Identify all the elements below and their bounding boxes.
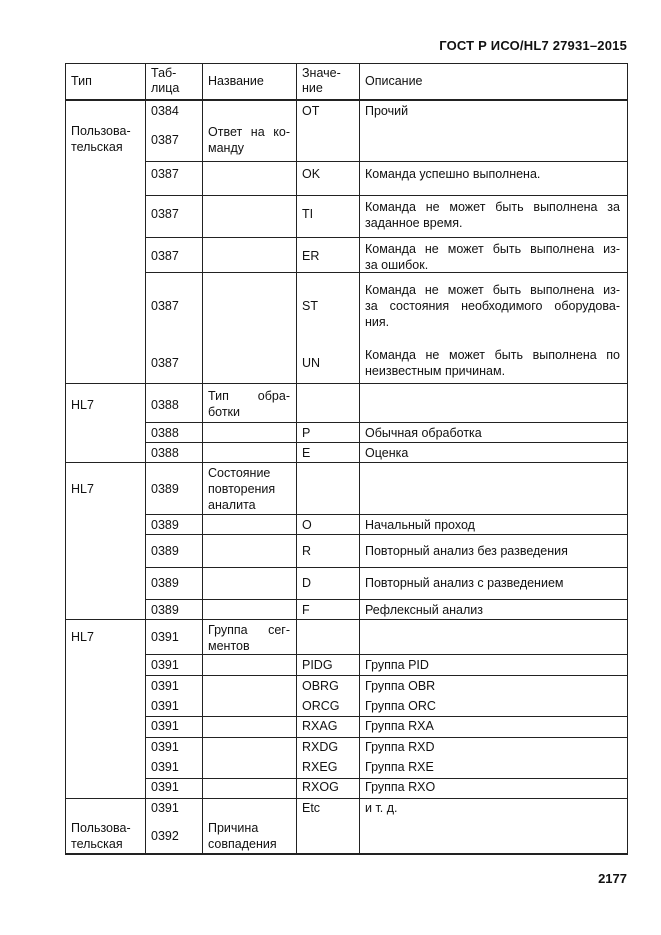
- column-header-table: Таб- лица: [151, 66, 180, 95]
- code-table: [65, 63, 628, 854]
- table-cell-description: Группа ORC: [365, 699, 436, 713]
- table-cell-table: 0389: [151, 603, 179, 617]
- table-cell-table: 0391: [151, 630, 179, 644]
- table-cell-value: E: [302, 446, 311, 460]
- table-cell-table: 0391: [151, 658, 179, 672]
- table-cell-table: 0389: [151, 518, 179, 532]
- table-cell-table: 0391: [151, 740, 179, 754]
- table-cell-type: HL7: [71, 482, 94, 496]
- table-cell-description: Команда не может быть выполнена за заданное время.: [365, 200, 620, 230]
- table-cell-value: RXEG: [302, 760, 338, 774]
- table-cell-table: 0391: [151, 679, 179, 693]
- table-cell-value: R: [302, 544, 312, 558]
- table-cell-value: OK: [302, 167, 321, 181]
- table-cell-name: Причина совпадения: [208, 821, 277, 851]
- column-header-description: Описание: [365, 74, 423, 88]
- table-cell-table: 0392: [151, 829, 179, 843]
- table-cell-description: Команда не может быть выполнена из- за ошибок.: [365, 242, 620, 272]
- table-cell-table: 0389: [151, 576, 179, 590]
- table-cell-value: RXOG: [302, 780, 339, 794]
- table-cell-value: ST: [302, 299, 318, 313]
- table-cell-description: Команда не может быть выполнена из- за состояния необходимого оборудова- ния.: [365, 283, 620, 329]
- table-cell-name: Состояние повторения аналита: [208, 466, 276, 512]
- column-header-type: Тип: [71, 74, 92, 88]
- table-cell-table: 0391: [151, 760, 179, 774]
- table-cell-type: Пользова- тельская: [71, 124, 131, 154]
- table-cell-table: 0387: [151, 167, 179, 181]
- table-cell-table: 0387: [151, 249, 179, 263]
- column-header-value: Значе- ние: [302, 66, 341, 95]
- table-cell-value: O: [302, 518, 312, 532]
- table-cell-description: Группа OBR: [365, 679, 436, 693]
- table-cell-value: RXDG: [302, 740, 339, 754]
- table-cell-value: P: [302, 426, 311, 440]
- table-cell-table: 0384: [151, 104, 179, 118]
- table-cell-description: Повторный анализ без разведения: [365, 544, 568, 558]
- table-cell-table: 0388: [151, 426, 179, 440]
- table-cell-table: 0387: [151, 133, 179, 147]
- table-cell-description: Начальный проход: [365, 518, 475, 532]
- table-cell-type: HL7: [71, 630, 94, 644]
- table-cell-description: Группа PID: [365, 658, 429, 672]
- table-cell-description: Оценка: [365, 446, 409, 460]
- table-cell-description: Группа RXA: [365, 719, 434, 733]
- table-cell-name: Ответ на ко- манду: [208, 125, 290, 155]
- table-cell-description: Группа RXE: [365, 760, 434, 774]
- table-cell-description: Рефлексный анализ: [365, 603, 484, 617]
- table-cell-value: OBRG: [302, 679, 339, 693]
- table-cell-type: HL7: [71, 398, 94, 412]
- table-cell-value: UN: [302, 356, 321, 370]
- table-cell-table: 0388: [151, 398, 179, 412]
- table-cell-table: 0389: [151, 544, 179, 558]
- table-cell-table: 0387: [151, 299, 179, 313]
- table-cell-table: 0391: [151, 780, 179, 794]
- table-cell-table: 0387: [151, 356, 179, 370]
- table-cell-value: OT: [302, 104, 320, 118]
- table-cell-description: и т. д.: [365, 801, 398, 815]
- page-number: 2177: [598, 871, 627, 886]
- table-cell-table: 0391: [151, 801, 179, 815]
- table-cell-table: 0387: [151, 207, 179, 221]
- table-cell-value: Etc: [302, 801, 321, 815]
- table-cell-type: Пользова- тельская: [71, 821, 131, 851]
- table-cell-description: Прочий: [365, 104, 409, 118]
- table-cell-value: PIDG: [302, 658, 333, 672]
- table-cell-value: ER: [302, 249, 320, 263]
- table-cell-value: D: [302, 576, 312, 590]
- table-cell-value: RXAG: [302, 719, 338, 733]
- table-cell-value: TI: [302, 207, 314, 221]
- table-cell-table: 0391: [151, 699, 179, 713]
- table-cell-table: 0391: [151, 719, 179, 733]
- table-cell-name: Тип обра- ботки: [208, 389, 290, 419]
- document-header: ГОСТ Р ИСО/HL7 27931–2015: [439, 38, 627, 53]
- table-cell-description: Обычная обработка: [365, 426, 482, 440]
- table-cell-value: F: [302, 603, 310, 617]
- table-cell-table: 0388: [151, 446, 179, 460]
- table-cell-description: Группа RXO: [365, 780, 436, 794]
- table-cell-value: ORCG: [302, 699, 340, 713]
- table-cell-description: Команда успешно выполнена.: [365, 167, 541, 181]
- table-cell-description: Повторный анализ с разведением: [365, 576, 564, 590]
- table-cell-description: Команда не может быть выполнена по неизвестным причинам.: [365, 348, 620, 378]
- table-cell-table: 0389: [151, 482, 179, 496]
- table-cell-description: Группа RXD: [365, 740, 435, 754]
- table-cell-name: Группа сег- ментов: [208, 623, 290, 653]
- column-header-name: Название: [208, 74, 264, 88]
